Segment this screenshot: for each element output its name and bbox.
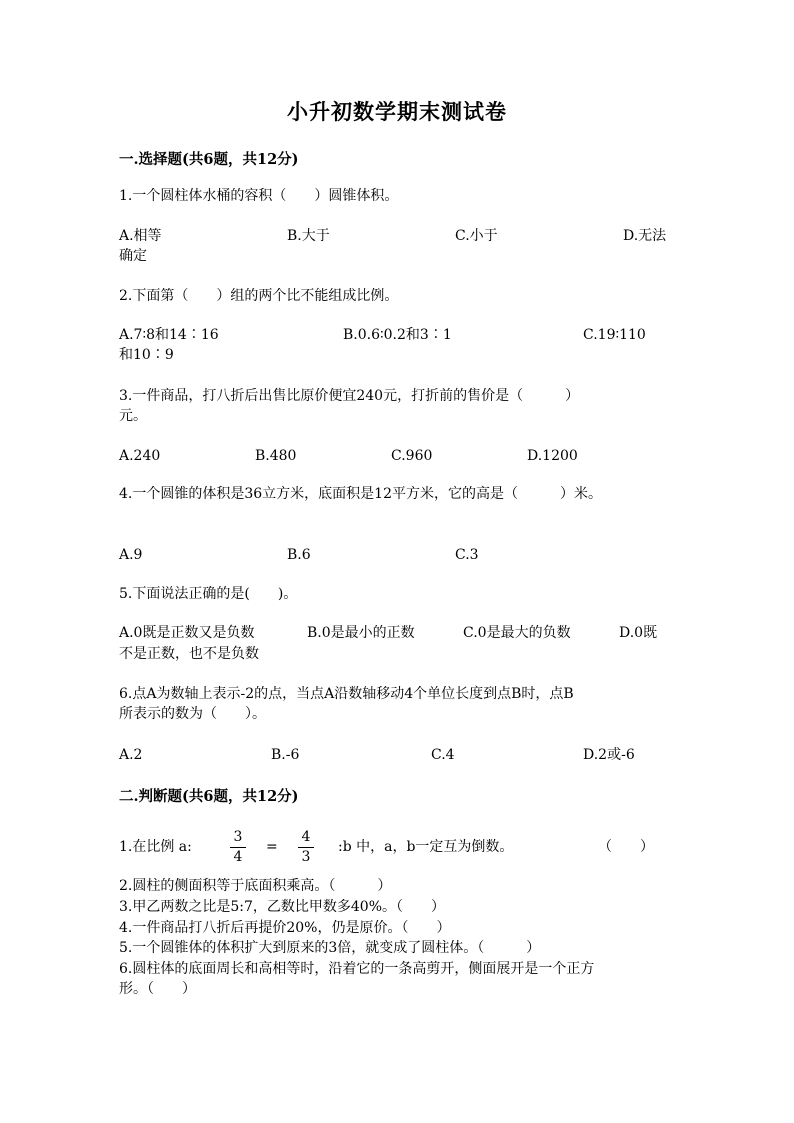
option-wrap: 确定 xyxy=(119,248,147,264)
judgement-item: 3.甲乙两数之比是5:7，乙数比甲数多40%。（ ） xyxy=(119,899,446,915)
option-a: A.相等 xyxy=(119,228,162,244)
judgement-item: 6.圆柱体的底面周长和高相等时，沿着它的一条高剪开，侧面展开是一个正方 xyxy=(119,961,595,977)
judgement-item: 5.一个圆锥体的体积扩大到原来的3倍，就变成了圆柱体。（ ） xyxy=(119,940,541,956)
fraction-four-thirds xyxy=(298,830,314,865)
judgement-item: 4.一件商品打八折后再提价20%，仍是原价。（ ） xyxy=(119,920,451,936)
question-stem: 3.一件商品，打八折后出售比原价便宜240元，打折前的售价是（ ） xyxy=(119,388,580,404)
question-stem: 1.一个圆柱体水桶的容积（ ）圆锥体积。 xyxy=(119,188,399,204)
question-stem: 6.点A为数轴上表示-2的点，当点A沿数轴移动4个单位长度到点B时，点B xyxy=(119,686,574,702)
answer-parentheses: （ ） xyxy=(598,839,654,855)
option-b: B.-6 xyxy=(271,747,300,763)
option-a: A.240 xyxy=(119,448,161,464)
fraction-denominator: 3 xyxy=(301,849,311,865)
option-d: D.2或-6 xyxy=(583,747,635,763)
fraction-three-quarters xyxy=(230,830,246,865)
option-b: B.0是最小的正数 xyxy=(307,625,415,641)
option-wrap: 和10∶9 xyxy=(119,347,174,363)
option-c: C.0是最大的负数 xyxy=(463,625,571,641)
option-a: A.7∶8和14∶16 xyxy=(119,327,219,343)
judgement-item-wrap: 形。（ ） xyxy=(119,981,196,997)
option-b: B.480 xyxy=(255,448,297,464)
section-heading-judgement: 二.判断题(共6题，共12分) xyxy=(119,788,299,805)
option-d: D.0既 xyxy=(619,625,658,641)
question-stem: 2.下面第（ ）组的两个比不能组成比例。 xyxy=(119,288,399,304)
option-a: A.0既是正数又是负数 xyxy=(119,625,255,641)
option-wrap: 不是正数，也不是负数 xyxy=(119,646,259,662)
question-stem: 5.下面说法正确的是( )。 xyxy=(119,586,298,602)
option-b: B.大于 xyxy=(287,228,330,244)
section-heading-choice: 一.选择题(共6题，共12分) xyxy=(119,151,299,168)
option-c: C.3 xyxy=(455,547,479,563)
fraction-numerator: 4 xyxy=(301,829,311,845)
option-c: C.4 xyxy=(431,747,455,763)
option-d: D.无法 xyxy=(623,228,667,244)
option-b: B.6 xyxy=(287,547,311,563)
question-stem: 4.一个圆锥的体积是36立方米，底面积是12平方米，它的高是（ ）米。 xyxy=(119,486,602,502)
option-a: A.9 xyxy=(119,547,143,563)
option-b: B.0.6∶0.2和3∶1 xyxy=(343,327,452,343)
page-title: 小升初数学期末测试卷 xyxy=(287,99,507,124)
option-a: A.2 xyxy=(119,747,143,763)
option-c: C.19∶110 xyxy=(583,327,646,343)
question-stem-wrap: 元。 xyxy=(119,408,147,424)
option-d: D.1200 xyxy=(527,448,578,464)
option-c: C.960 xyxy=(391,448,433,464)
equals-sign: = xyxy=(266,839,278,855)
judgement-q1-prefix: 1.在比例 a: xyxy=(119,839,192,855)
fraction-bar xyxy=(230,847,246,848)
judgement-q1-suffix: :b 中，a，b一定互为倒数。 xyxy=(338,839,514,855)
option-c: C.小于 xyxy=(455,228,498,244)
question-stem-wrap: 所表示的数为（ ）。 xyxy=(119,706,266,722)
fraction-bar xyxy=(298,847,314,848)
fraction-numerator: 3 xyxy=(233,829,243,845)
judgement-item: 2.圆柱的侧面积等于底面积乘高。（ ） xyxy=(119,878,392,894)
fraction-denominator: 4 xyxy=(233,849,243,865)
